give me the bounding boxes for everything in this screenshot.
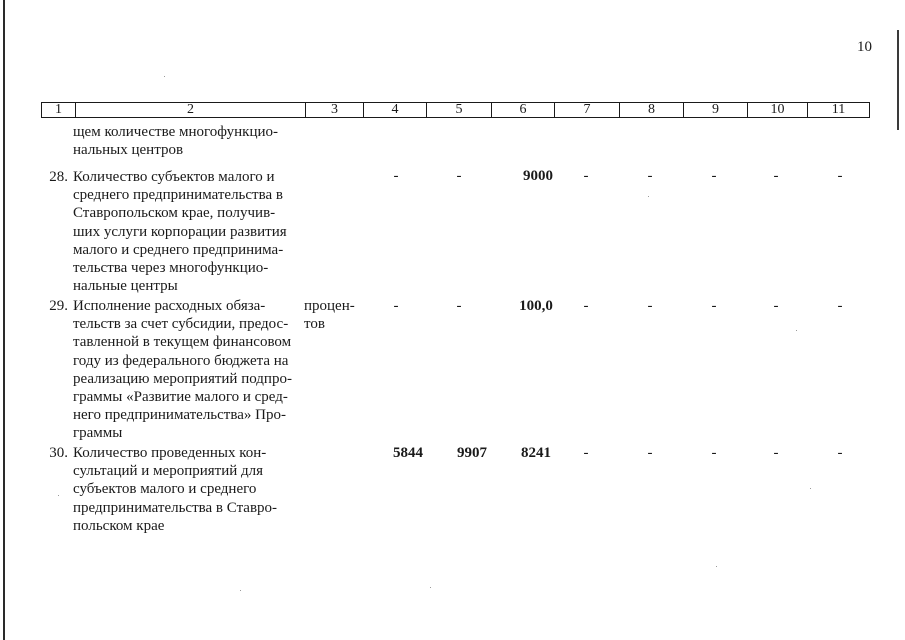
header-cell-11: 11 bbox=[807, 103, 869, 117]
scan-speck bbox=[796, 330, 797, 331]
value-col-9: - bbox=[711, 445, 717, 461]
value-col-4: - bbox=[393, 168, 399, 184]
page-number: 10 bbox=[857, 39, 872, 55]
header-cell-4: 4 bbox=[363, 103, 426, 117]
value-col-11: - bbox=[837, 445, 843, 461]
value-col-8: - bbox=[647, 298, 653, 314]
header-cell-7: 7 bbox=[554, 103, 619, 117]
row-description: Исполнение расходных обяза- тельств за счет субсидии, предос- тавленной в текущем финансовом году из федерального бюджета на реализацию мероприятий подпро- граммы «Развитие малого и сред- него предпринимательства» Про- граммы bbox=[73, 298, 292, 442]
row-description: Количество проведенных кон- сультаций и мероприятий для субъектов малого и среднего предпринимательства в Ставро- польском крае bbox=[73, 445, 278, 534]
value-col-8: - bbox=[647, 445, 653, 461]
row-unit: процен- тов bbox=[304, 298, 355, 333]
row-number: 29. bbox=[49, 298, 68, 314]
header-cell-2: 2 bbox=[75, 103, 305, 117]
scan-speck bbox=[430, 587, 431, 588]
header-cell-5: 5 bbox=[426, 103, 491, 117]
value-col-6: 8241 bbox=[521, 445, 551, 461]
header-cell-10: 10 bbox=[747, 103, 807, 117]
row-number: 28. bbox=[49, 169, 68, 185]
value-col-6: 9000 bbox=[523, 168, 553, 184]
header-cell-3: 3 bbox=[305, 103, 363, 117]
header-cell-1: 1 bbox=[55, 102, 62, 117]
value-col-7: - bbox=[583, 445, 589, 461]
value-col-5: - bbox=[456, 168, 462, 184]
right-margin-rule bbox=[897, 30, 899, 130]
scan-speck bbox=[716, 566, 717, 567]
value-col-9: - bbox=[711, 168, 717, 184]
value-col-10: - bbox=[773, 445, 779, 461]
scan-speck bbox=[240, 590, 241, 591]
value-col-7: - bbox=[583, 298, 589, 314]
value-col-6: 100,0 bbox=[519, 298, 553, 314]
left-margin-rule bbox=[3, 0, 5, 640]
header-cell-9: 9 bbox=[683, 103, 747, 117]
row-number: 30. bbox=[49, 445, 68, 461]
table-header-row bbox=[41, 102, 870, 118]
scan-speck bbox=[58, 495, 59, 496]
value-col-11: - bbox=[837, 298, 843, 314]
continuation-text: щем количестве многофункцио- нальных центров bbox=[73, 124, 278, 159]
value-col-4: 5844 bbox=[393, 445, 423, 461]
scan-speck bbox=[810, 488, 811, 489]
scan-speck bbox=[164, 76, 165, 77]
value-col-9: - bbox=[711, 298, 717, 314]
header-cell-8: 8 bbox=[619, 103, 683, 117]
value-col-5: 9907 bbox=[457, 445, 487, 461]
value-col-7: - bbox=[583, 168, 589, 184]
value-col-10: - bbox=[773, 168, 779, 184]
value-col-10: - bbox=[773, 298, 779, 314]
scan-speck bbox=[648, 196, 649, 197]
value-col-8: - bbox=[647, 168, 653, 184]
header-cell-6: 6 bbox=[491, 103, 554, 117]
value-col-4: - bbox=[393, 298, 399, 314]
row-description: Количество субъектов малого и среднего предпринимательства в Ставропольском крае, получив- ших услуги корпорации развития малого и среднего предпринима- тельства через многофункцио- нальные центры bbox=[73, 169, 287, 295]
value-col-11: - bbox=[837, 168, 843, 184]
value-col-5: - bbox=[456, 298, 462, 314]
